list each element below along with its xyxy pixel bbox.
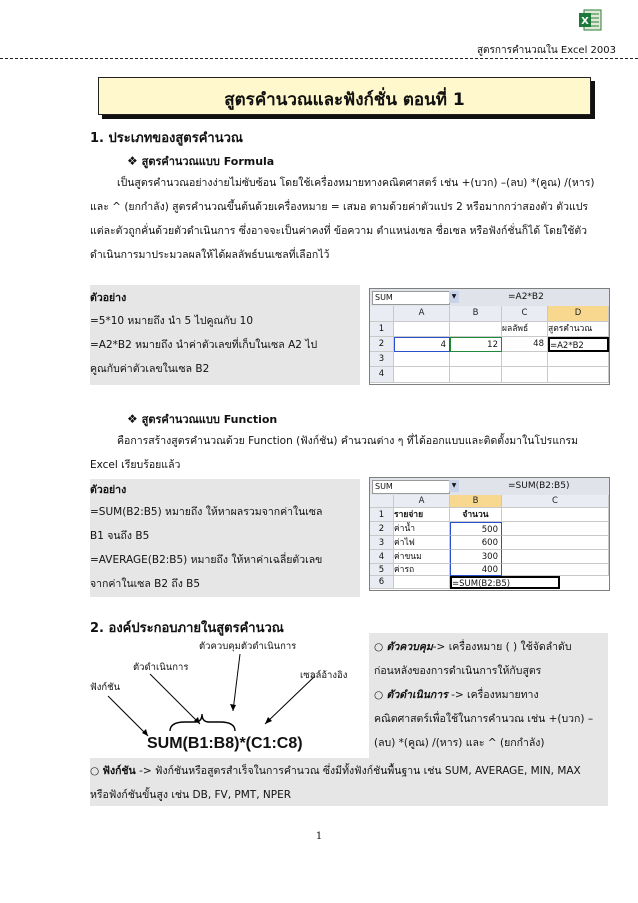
function-info-line-1 — [90, 764, 581, 778]
cell — [450, 367, 502, 383]
page-title: สูตรคำนวณและฟังก์ชั่น ตอนที่ 1 — [224, 90, 465, 110]
diagram-label-function: ฟังก์ชัน — [90, 682, 121, 693]
example2-line-4: จากค่าในเซล B2 ถึง B5 — [90, 578, 201, 590]
row-header: 6 — [370, 576, 394, 589]
circle-bullet-icon: ○ — [374, 689, 384, 701]
row-header: 2 — [370, 522, 394, 536]
excel-logo-icon — [578, 8, 602, 32]
arrow-control — [233, 654, 240, 711]
row-header: 1 — [370, 322, 394, 337]
example1-line-3: คูณกับค่าตัวเลขในเซล B2 — [90, 363, 210, 375]
header-divider — [0, 58, 638, 59]
excel-formula-bar — [370, 289, 609, 307]
cell — [502, 352, 548, 367]
formula-line-3: แต่ละตัวถูกคั่นด้วยตัวดำเนินการ ซึ่งอาจจะเป็นค่าคงที่ ข้อความ ตำแหน่งเซล ชื่อเซล หรือฟังก์ชั่นก็ได้ โดยใช้ตัว — [90, 225, 588, 237]
cell-c2: 48 — [502, 337, 548, 352]
row-header: 1 — [370, 508, 394, 522]
header-title: สูตรการคำนวณใน Excel 2003 — [476, 45, 616, 56]
corner-cell — [370, 495, 394, 508]
function-bullet-heading: สูตรคำนวณแบบ Function — [141, 413, 278, 426]
function-info-text: -> ฟังก์ชันหรือสูตรสำเร็จในการคำนวณ ซึ่งมีทั้งฟังก์ชันพื้นฐาน เช่น SUM, AVERAGE, MIN, MAX — [135, 765, 581, 777]
excel-screenshot-formula — [369, 288, 610, 385]
name-box: SUM — [372, 291, 450, 305]
row-header: 2 — [370, 337, 394, 352]
circle-bullet-icon: ○ — [374, 641, 384, 653]
example1-line-2: =A2*B2 หมายถึง นำค่าตัวเลขที่เก็บในเซล A2 ไป — [90, 339, 318, 351]
svg-text:X: X — [581, 16, 589, 27]
cell-amount: 400 — [450, 564, 502, 576]
diamond-bullet-icon: ❖ — [127, 154, 138, 168]
arrowhead-icon — [230, 704, 236, 711]
cell-c1 — [502, 508, 609, 522]
cell-amount: 500 — [450, 522, 502, 536]
excel-formula-bar — [370, 478, 609, 496]
function-info-title: ฟังก์ชัน — [102, 765, 136, 777]
function-line-1: คือการสร้างสูตรคำนวณด้วย Function (ฟังก์ชัน) คำนวณต่าง ๆ ที่ได้ออกแบบและติดตั้งมาในโปรแกรม — [117, 435, 579, 447]
cell-d2: =A2*B2 — [548, 337, 609, 352]
cell-b1 — [450, 322, 502, 337]
arrow-ref — [265, 676, 315, 724]
cell — [502, 367, 548, 383]
diagram-formula: SUM(B1:B8)*(C1:C8) — [147, 735, 303, 752]
formula-text: =SUM(B2:B5) — [508, 481, 570, 491]
brace-icon — [170, 714, 235, 731]
cell-a1 — [394, 322, 450, 337]
formula-text: =A2*B2 — [508, 292, 544, 302]
cell-b2: 12 — [450, 337, 502, 352]
column-header: B — [450, 495, 502, 508]
example2-line-2: B1 จนถึง B5 — [90, 530, 150, 542]
formula-line-1: เป็นสูตรคำนวณอย่างง่ายไม่ซับซ้อน โดยใช้เครื่องหมายทางคณิตศาสตร์ เช่น +(บวก) –(ลบ) *(คูณ) /(หาร) — [117, 177, 595, 189]
cell-amount: 600 — [450, 536, 502, 550]
info-item-control-title: ตัวควบคุม — [386, 641, 433, 653]
formula-bullet-heading: สูตรคำนวณแบบ Formula — [141, 155, 275, 168]
title-box — [98, 77, 591, 115]
column-header: A — [394, 495, 450, 508]
cell — [394, 352, 450, 367]
info-item-operand-line2: คณิตศาสตร์เพื่อใช้ในการคำนวณ เช่น +(บวก) – — [374, 713, 594, 725]
cell-item: ค่าขนม — [394, 550, 450, 564]
info-item-control — [374, 640, 572, 654]
cell — [502, 550, 609, 564]
info-item-control-text: -> เครื่องหมาย ( ) ใช้จัดลำดับ — [432, 641, 572, 653]
cell — [502, 564, 609, 576]
cell — [394, 367, 450, 383]
diamond-bullet-icon: ❖ — [127, 412, 138, 426]
chevron-down-icon: ▼ — [449, 480, 459, 492]
cell-c1: ผลลัพธ์ — [502, 322, 548, 337]
formula-bullet — [127, 152, 274, 170]
cell — [548, 352, 609, 367]
column-header: B — [450, 306, 502, 322]
example2-line-3: =AVERAGE(B2:B5) หมายถึง ให้หาค่าเฉลี่ยตัวเลข — [90, 554, 323, 566]
diagram-label-control: ตัวควบคุมตัวดำเนินการ — [199, 641, 297, 652]
info-item-operand-line3: (ลบ) *(คูณ) /(หาร) และ ^ (ยกกำลัง) — [374, 737, 545, 749]
name-box: SUM — [372, 480, 450, 494]
column-header: A — [394, 306, 450, 322]
cell-amount: 300 — [450, 550, 502, 564]
cell-item: ค่าไฟ — [394, 536, 450, 550]
row-header: 3 — [370, 352, 394, 367]
cell — [548, 367, 609, 383]
section2-heading: 2. องค์ประกอบภายในสูตรคำนวณ — [90, 621, 284, 636]
function-bullet — [127, 410, 277, 428]
row-header: 4 — [370, 550, 394, 564]
cell-a6 — [394, 576, 450, 589]
function-info-line-2: หรือฟังก์ชันขั้นสูง เช่น DB, FV, PMT, NPER — [90, 789, 292, 801]
example2-line-1: =SUM(B2:B5) หมายถึง ให้หาผลรวมจากค่าในเซล — [90, 506, 323, 518]
arrow-function — [108, 696, 148, 736]
cell-a2: 4 — [394, 337, 450, 352]
arrow-operand — [150, 674, 200, 724]
formula-line-2: และ ^ (ยกกำลัง) สูตรคำนวณขึ้นต้นด้วยเครื่องหมาย = เสมอ ตามด้วยค่าตัวแปร 2 หรือมากกว่าสองตัว ตัวแปร — [90, 201, 589, 213]
cell-item: ค่าน้ำ — [394, 522, 450, 536]
page-number: 1 — [315, 831, 323, 842]
circle-bullet-icon: ○ — [90, 765, 100, 777]
cell — [450, 352, 502, 367]
example2-label: ตัวอย่าง — [90, 484, 127, 496]
column-header: D — [548, 306, 609, 322]
example1-line-1: =5*10 หมายถึง นำ 5 ไปคูณกับ 10 — [90, 315, 254, 327]
row-header: 5 — [370, 564, 394, 576]
cell — [502, 536, 609, 550]
column-header: C — [502, 306, 548, 322]
cell-d1: สูตรคำนวณ — [548, 322, 609, 337]
section1-heading: 1. ประเภทของสูตรคำนวณ — [90, 131, 243, 146]
function-line-2: Excel เรียบร้อยแล้ว — [90, 459, 181, 471]
row-header: 4 — [370, 367, 394, 383]
cell-b1: จำนวน — [450, 508, 502, 522]
cell-b6: =SUM(B2:B5) — [450, 576, 560, 589]
formula-line-4: ดำเนินการมาประมวลผลให้ได้ผลลัพธ์บนเซลที่เลือกไว้ — [90, 249, 330, 261]
info-item-control-line2: ก่อนหลังของการดำเนินการให้กับสูตร — [374, 665, 542, 677]
info-item-operand-text: -> เครื่องหมายทาง — [447, 689, 539, 701]
cell-item: ค่ารถ — [394, 564, 450, 576]
cell-a1: รายจ่าย — [394, 508, 450, 522]
row-header: 3 — [370, 536, 394, 550]
example1-label: ตัวอย่าง — [90, 292, 127, 304]
cell — [502, 522, 609, 536]
diagram-label-operand: ตัวดำเนินการ — [133, 662, 189, 673]
corner-cell — [370, 306, 394, 322]
chevron-down-icon: ▼ — [449, 291, 459, 303]
column-header: C — [502, 495, 609, 508]
info-item-operand-title: ตัวดำเนินการ — [386, 689, 448, 701]
info-item-operand — [374, 688, 539, 702]
diagram-label-ref: เซลล์อ้างอิง — [300, 670, 348, 681]
excel-screenshot-function — [369, 477, 610, 591]
